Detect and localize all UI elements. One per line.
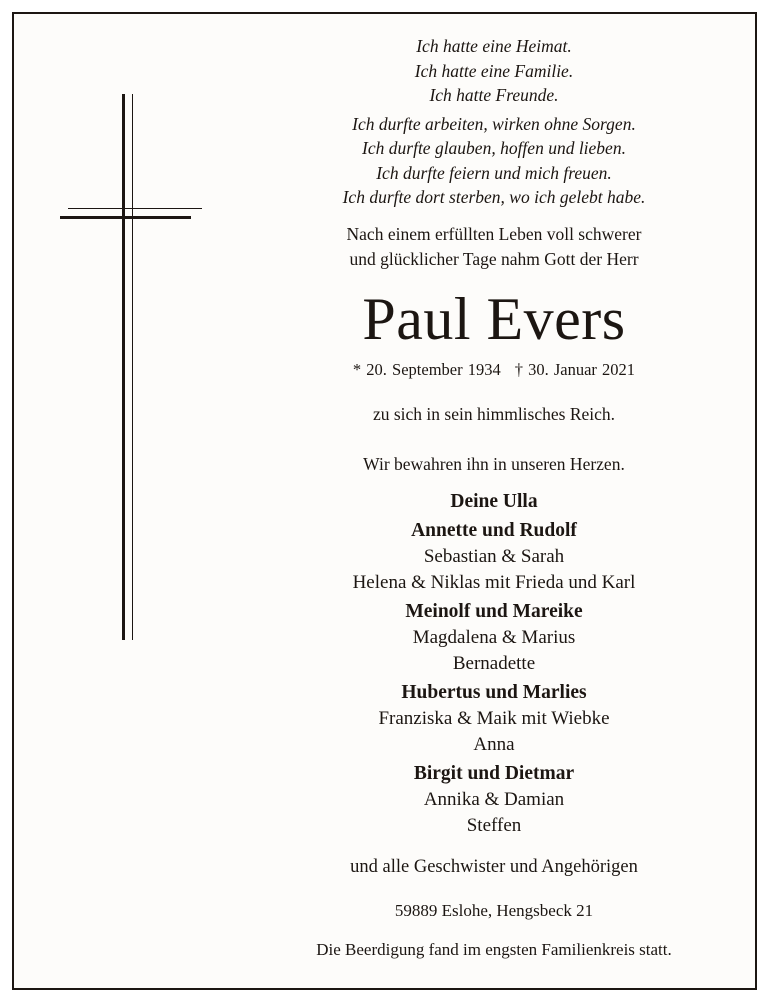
cross-vertical-bar bbox=[122, 94, 125, 640]
birth-date: * 20. September 1934 bbox=[352, 360, 501, 379]
family-group bbox=[244, 761, 744, 839]
poem-stanza-2 bbox=[244, 112, 744, 210]
family-list bbox=[244, 489, 744, 842]
remembrance-line: Wir bewahren ihn in unseren Herzen. bbox=[363, 454, 625, 474]
poem-line: Ich durfte arbeiten, wirken ohne Sorgen. bbox=[352, 113, 636, 134]
family-member: Steffen bbox=[466, 815, 522, 836]
family-head: Hubertus und Marlies bbox=[401, 682, 587, 703]
poem-line: Ich durfte feiern und mich freuen. bbox=[376, 162, 612, 183]
funeral-note: Die Beerdigung fand im engsten Familienkreis statt. bbox=[316, 940, 672, 959]
poem bbox=[244, 34, 744, 214]
intro-text bbox=[244, 222, 744, 271]
family-member: Helena & Niklas mit Frieda und Karl bbox=[352, 572, 636, 593]
family-group bbox=[244, 489, 744, 515]
deceased-name: Paul Evers bbox=[362, 286, 626, 352]
cross-vertical-thin-bar bbox=[132, 94, 133, 640]
family-group bbox=[244, 599, 744, 677]
family-head: Deine Ulla bbox=[450, 491, 538, 512]
family-group bbox=[244, 518, 744, 596]
cross-horizontal-thin-bar bbox=[68, 208, 202, 209]
family-member: Franziska & Maik mit Wiebke bbox=[378, 708, 610, 729]
poem-line: Ich hatte eine Familie. bbox=[414, 60, 574, 81]
poem-line: Ich hatte eine Heimat. bbox=[416, 36, 572, 56]
life-dates bbox=[244, 359, 744, 381]
family-member: Sebastian & Sarah bbox=[423, 546, 565, 567]
relatives-line: und alle Geschwister und Angehörigen bbox=[350, 857, 638, 877]
poem-line: Ich durfte dort sterben, wo ich gelebt habe. bbox=[342, 187, 646, 207]
poem-stanza-1 bbox=[244, 34, 744, 108]
address: 59889 Eslohe, Hengsbeck 21 bbox=[394, 901, 594, 920]
family-head: Meinolf und Mareike bbox=[405, 601, 583, 622]
family-head: Annette und Rudolf bbox=[411, 520, 577, 541]
reich-line: zu sich in sein himmlisches Reich. bbox=[372, 404, 616, 424]
death-date: † 30. Januar 2021 bbox=[514, 360, 636, 379]
intro-line: Nach einem erfüllten Leben voll schwerer bbox=[346, 224, 642, 244]
family-member: Magdalena & Marius bbox=[412, 627, 576, 648]
family-group bbox=[244, 680, 744, 758]
family-member: Annika & Damian bbox=[423, 789, 565, 810]
poem-line: Ich hatte Freunde. bbox=[429, 85, 559, 105]
intro-line: und glücklicher Tage nahm Gott der Herr bbox=[349, 248, 639, 269]
poem-line: Ich durfte glauben, hoffen und lieben. bbox=[362, 138, 626, 158]
family-member: Bernadette bbox=[452, 653, 536, 674]
obituary-frame bbox=[12, 12, 757, 990]
cross-horizontal-bar bbox=[60, 216, 191, 219]
family-head: Birgit und Dietmar bbox=[413, 763, 575, 784]
family-member: Anna bbox=[473, 734, 515, 755]
